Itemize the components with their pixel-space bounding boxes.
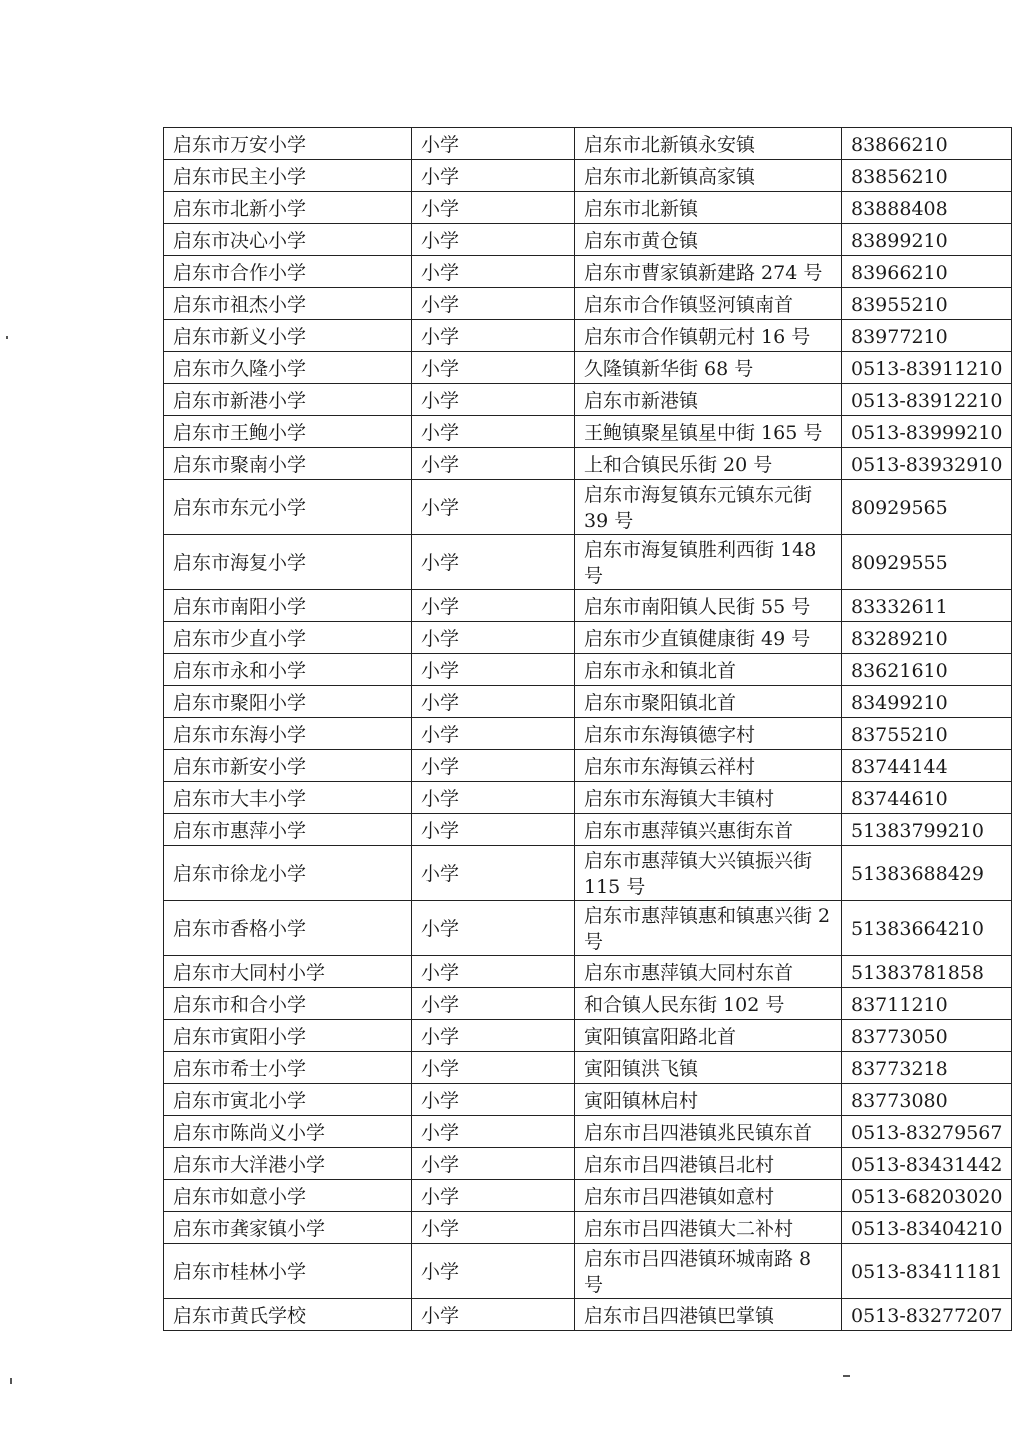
school-name-cell: 启东市如意小学 [164, 1180, 412, 1212]
address-cell: 启东市合作镇朝元村 16 号 [575, 320, 842, 352]
address-cell: 启东市吕四港镇如意村 [575, 1180, 842, 1212]
address-cell: 启东市吕四港镇兆民镇东首 [575, 1116, 842, 1148]
table-row [164, 814, 1012, 846]
school-type-cell: 小学 [412, 1084, 575, 1116]
school-name-cell: 启东市合作小学 [164, 256, 412, 288]
school-directory-table [163, 127, 1012, 1331]
address-cell: 启东市惠萍镇惠和镇惠兴街 2 号 [575, 901, 842, 956]
table-row [164, 654, 1012, 686]
table-row [164, 846, 1012, 901]
school-type-cell: 小学 [412, 590, 575, 622]
school-name-cell: 启东市决心小学 [164, 224, 412, 256]
table-row [164, 1084, 1012, 1116]
address-cell: 启东市新港镇 [575, 384, 842, 416]
school-type-cell: 小学 [412, 192, 575, 224]
school-type-cell: 小学 [412, 1148, 575, 1180]
table-row [164, 480, 1012, 535]
school-type-cell: 小学 [412, 224, 575, 256]
address-cell: 启东市吕四港镇吕北村 [575, 1148, 842, 1180]
table-row [164, 1148, 1012, 1180]
table-row [164, 622, 1012, 654]
phone-cell: 80929565 [842, 480, 1012, 535]
address-cell: 久隆镇新华街 68 号 [575, 352, 842, 384]
table-row [164, 1116, 1012, 1148]
school-name-cell: 启东市徐龙小学 [164, 846, 412, 901]
school-name-cell: 启东市大同村小学 [164, 956, 412, 988]
table-row [164, 224, 1012, 256]
phone-cell: 51383781858 [842, 956, 1012, 988]
school-name-cell: 启东市希士小学 [164, 1052, 412, 1084]
school-type-cell: 小学 [412, 814, 575, 846]
school-type-cell: 小学 [412, 782, 575, 814]
phone-cell: 51383799210 [842, 814, 1012, 846]
table-row [164, 1299, 1012, 1331]
phone-cell: 83773218 [842, 1052, 1012, 1084]
address-cell: 启东市南阳镇人民街 55 号 [575, 590, 842, 622]
address-cell: 和合镇人民东街 102 号 [575, 988, 842, 1020]
school-type-cell: 小学 [412, 956, 575, 988]
school-name-cell: 启东市南阳小学 [164, 590, 412, 622]
school-name-cell: 启东市龚家镇小学 [164, 1212, 412, 1244]
school-type-cell: 小学 [412, 1180, 575, 1212]
school-type-cell: 小学 [412, 384, 575, 416]
school-type-cell: 小学 [412, 846, 575, 901]
address-cell: 启东市吕四港镇巴掌镇 [575, 1299, 842, 1331]
school-type-cell: 小学 [412, 128, 575, 160]
phone-cell: 0513-83277207 [842, 1299, 1012, 1331]
phone-cell: 83773050 [842, 1020, 1012, 1052]
table-row [164, 782, 1012, 814]
phone-cell: 0513-83999210 [842, 416, 1012, 448]
address-cell: 启东市东海镇大丰镇村 [575, 782, 842, 814]
address-cell: 启东市合作镇竖河镇南首 [575, 288, 842, 320]
table-row [164, 160, 1012, 192]
school-name-cell: 启东市北新小学 [164, 192, 412, 224]
school-name-cell: 启东市民主小学 [164, 160, 412, 192]
school-name-cell: 启东市王鲍小学 [164, 416, 412, 448]
school-type-cell: 小学 [412, 256, 575, 288]
school-name-cell: 启东市惠萍小学 [164, 814, 412, 846]
address-cell: 启东市吕四港镇大二补村 [575, 1212, 842, 1244]
table-row [164, 128, 1012, 160]
school-type-cell: 小学 [412, 750, 575, 782]
address-cell: 寅阳镇洪飞镇 [575, 1052, 842, 1084]
address-cell: 启东市曹家镇新建路 274 号 [575, 256, 842, 288]
table-row [164, 901, 1012, 956]
address-cell: 启东市海复镇东元镇东元街 39 号 [575, 480, 842, 535]
phone-cell: 83289210 [842, 622, 1012, 654]
scan-speck [10, 1378, 12, 1384]
school-type-cell: 小学 [412, 288, 575, 320]
phone-cell: 83744144 [842, 750, 1012, 782]
school-name-cell: 启东市香格小学 [164, 901, 412, 956]
address-cell: 寅阳镇林启村 [575, 1084, 842, 1116]
school-name-cell: 启东市寅阳小学 [164, 1020, 412, 1052]
school-name-cell: 启东市大洋港小学 [164, 1148, 412, 1180]
table-row [164, 988, 1012, 1020]
address-cell: 启东市东海镇德字村 [575, 718, 842, 750]
phone-cell: 83755210 [842, 718, 1012, 750]
address-cell: 启东市北新镇高家镇 [575, 160, 842, 192]
address-cell: 启东市惠萍镇大同村东首 [575, 956, 842, 988]
phone-cell: 51383664210 [842, 901, 1012, 956]
table-row [164, 590, 1012, 622]
address-cell: 启东市黄仓镇 [575, 224, 842, 256]
school-name-cell: 启东市陈尚义小学 [164, 1116, 412, 1148]
address-cell: 启东市北新镇永安镇 [575, 128, 842, 160]
phone-cell: 83744610 [842, 782, 1012, 814]
scan-speck [843, 1375, 850, 1377]
school-type-cell: 小学 [412, 1212, 575, 1244]
school-type-cell: 小学 [412, 1020, 575, 1052]
address-cell: 上和合镇民乐街 20 号 [575, 448, 842, 480]
phone-cell: 83977210 [842, 320, 1012, 352]
school-name-cell: 启东市寅北小学 [164, 1084, 412, 1116]
table-row [164, 956, 1012, 988]
school-type-cell: 小学 [412, 654, 575, 686]
table-row [164, 1244, 1012, 1299]
phone-cell: 0513-68203020 [842, 1180, 1012, 1212]
school-type-cell: 小学 [412, 686, 575, 718]
table-row [164, 686, 1012, 718]
phone-cell: 83955210 [842, 288, 1012, 320]
school-name-cell: 启东市新安小学 [164, 750, 412, 782]
table-row [164, 1212, 1012, 1244]
school-type-cell: 小学 [412, 416, 575, 448]
school-type-cell: 小学 [412, 480, 575, 535]
school-name-cell: 启东市大丰小学 [164, 782, 412, 814]
address-cell: 启东市吕四港镇环城南路 8 号 [575, 1244, 842, 1299]
table-row [164, 288, 1012, 320]
address-cell: 启东市永和镇北首 [575, 654, 842, 686]
phone-cell: 83866210 [842, 128, 1012, 160]
school-type-cell: 小学 [412, 622, 575, 654]
phone-cell: 83856210 [842, 160, 1012, 192]
phone-cell: 0513-83911210 [842, 352, 1012, 384]
school-name-cell: 启东市久隆小学 [164, 352, 412, 384]
address-cell: 启东市东海镇云祥村 [575, 750, 842, 782]
school-name-cell: 启东市和合小学 [164, 988, 412, 1020]
school-name-cell: 启东市祖杰小学 [164, 288, 412, 320]
school-name-cell: 启东市新港小学 [164, 384, 412, 416]
school-type-cell: 小学 [412, 535, 575, 590]
table-row [164, 718, 1012, 750]
school-type-cell: 小学 [412, 1244, 575, 1299]
table-row [164, 750, 1012, 782]
school-name-cell: 启东市万安小学 [164, 128, 412, 160]
address-cell: 启东市惠萍镇大兴镇振兴街 115 号 [575, 846, 842, 901]
table-row [164, 416, 1012, 448]
table-row [164, 448, 1012, 480]
table-row [164, 535, 1012, 590]
table-row [164, 192, 1012, 224]
address-cell: 王鲍镇聚星镇星中街 165 号 [575, 416, 842, 448]
table-row [164, 1180, 1012, 1212]
phone-cell: 83711210 [842, 988, 1012, 1020]
address-cell: 寅阳镇富阳路北首 [575, 1020, 842, 1052]
school-name-cell: 启东市聚南小学 [164, 448, 412, 480]
school-type-cell: 小学 [412, 352, 575, 384]
scan-speck [6, 336, 8, 339]
phone-cell: 0513-83431442 [842, 1148, 1012, 1180]
table-row [164, 352, 1012, 384]
phone-cell: 83332611 [842, 590, 1012, 622]
phone-cell: 0513-83932910 [842, 448, 1012, 480]
phone-cell: 0513-83404210 [842, 1212, 1012, 1244]
table-body [164, 128, 1012, 1331]
table-row [164, 256, 1012, 288]
school-type-cell: 小学 [412, 901, 575, 956]
school-type-cell: 小学 [412, 448, 575, 480]
phone-cell: 0513-83912210 [842, 384, 1012, 416]
address-cell: 启东市少直镇健康街 49 号 [575, 622, 842, 654]
phone-cell: 83966210 [842, 256, 1012, 288]
school-name-cell: 启东市永和小学 [164, 654, 412, 686]
school-type-cell: 小学 [412, 160, 575, 192]
phone-cell: 83899210 [842, 224, 1012, 256]
address-cell: 启东市惠萍镇兴惠街东首 [575, 814, 842, 846]
school-type-cell: 小学 [412, 988, 575, 1020]
school-type-cell: 小学 [412, 718, 575, 750]
school-name-cell: 启东市东海小学 [164, 718, 412, 750]
table-row [164, 1052, 1012, 1084]
school-name-cell: 启东市少直小学 [164, 622, 412, 654]
address-cell: 启东市海复镇胜利西街 148 号 [575, 535, 842, 590]
table-row [164, 384, 1012, 416]
school-name-cell: 启东市东元小学 [164, 480, 412, 535]
phone-cell: 83773080 [842, 1084, 1012, 1116]
address-cell: 启东市北新镇 [575, 192, 842, 224]
school-type-cell: 小学 [412, 1299, 575, 1331]
phone-cell: 83888408 [842, 192, 1012, 224]
phone-cell: 80929555 [842, 535, 1012, 590]
phone-cell: 0513-83279567 [842, 1116, 1012, 1148]
table-row [164, 1020, 1012, 1052]
school-type-cell: 小学 [412, 1052, 575, 1084]
phone-cell: 51383688429 [842, 846, 1012, 901]
phone-cell: 83499210 [842, 686, 1012, 718]
school-name-cell: 启东市海复小学 [164, 535, 412, 590]
table-row [164, 320, 1012, 352]
phone-cell: 83621610 [842, 654, 1012, 686]
school-name-cell: 启东市黄氏学校 [164, 1299, 412, 1331]
school-name-cell: 启东市聚阳小学 [164, 686, 412, 718]
school-type-cell: 小学 [412, 1116, 575, 1148]
school-type-cell: 小学 [412, 320, 575, 352]
school-name-cell: 启东市桂林小学 [164, 1244, 412, 1299]
school-name-cell: 启东市新义小学 [164, 320, 412, 352]
address-cell: 启东市聚阳镇北首 [575, 686, 842, 718]
phone-cell: 0513-83411181 [842, 1244, 1012, 1299]
